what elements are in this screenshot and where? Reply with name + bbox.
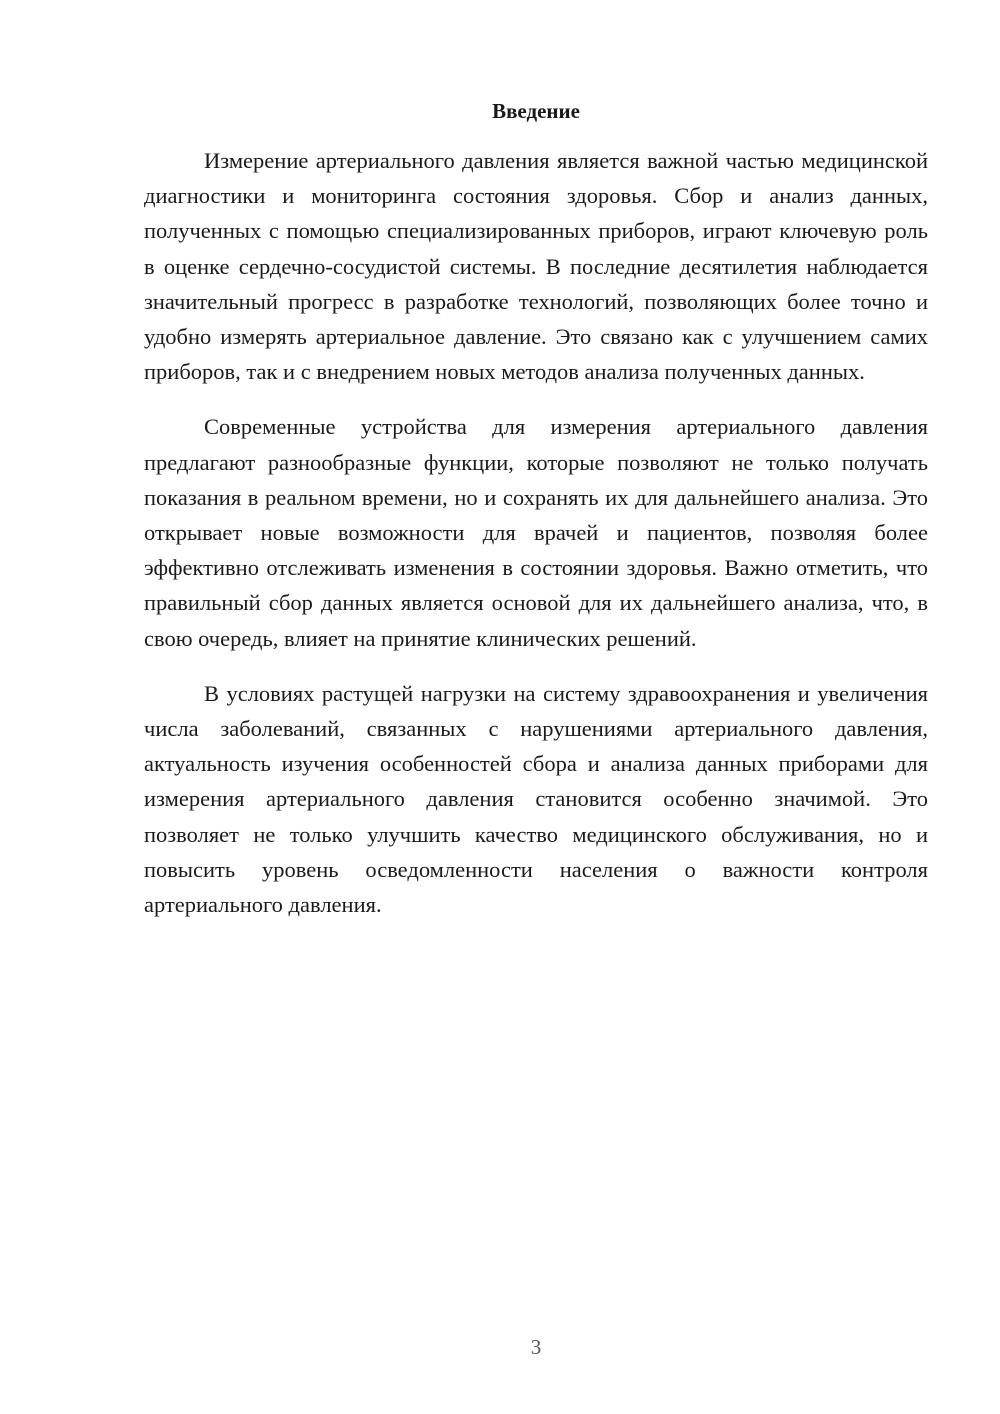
section-heading: Введение [492,99,580,123]
paragraph: Современные устройства для измерения артериального давления предлагают разнообразные функции, которые позволяют не только получать показания в реальном времени, но и сохранять их для дальнейшего анализа. Это открывает новые возможности для врачей и пациентов, позволяя более эффективно отслеживать изменения в состоянии здоровья. Важно отметить, что правильный сбор данных является основой для их дальнейшего анализа, что, в свою очередь, влияет на принятие клинических решений. [144,414,928,651]
page-number: 3 [530,1335,542,1359]
body-text [144,143,928,942]
paragraph: Измерение артериального давления является важной частью медицинской диагностики и мониторинга состояния здоровья. Сбор и анализ данных, полученных с помощью специализированных приборов, играют ключевую роль в оценке сердечно-сосудистой системы. В последние десятилетия наблюдается значительный прогресс в разработке технологий, позволяющих более точно и удобно измерять артериальное давление. Это связано как с улучшением самих приборов, так и с внедрением новых методов анализа полученных данных. [144,148,928,385]
paragraph: В условиях растущей нагрузки на систему здравоохранения и увеличения числа заболеваний, связанных с нарушениями артериального давления, актуальность изучения особенностей сбора и анализа данных приборами для измерения артериального давления становится особенно значимой. Это позволяет не только улучшить качество медицинского обслуживания, но и повысить уровень осведомленности населения о важности контроля артериального давления. [144,680,928,918]
